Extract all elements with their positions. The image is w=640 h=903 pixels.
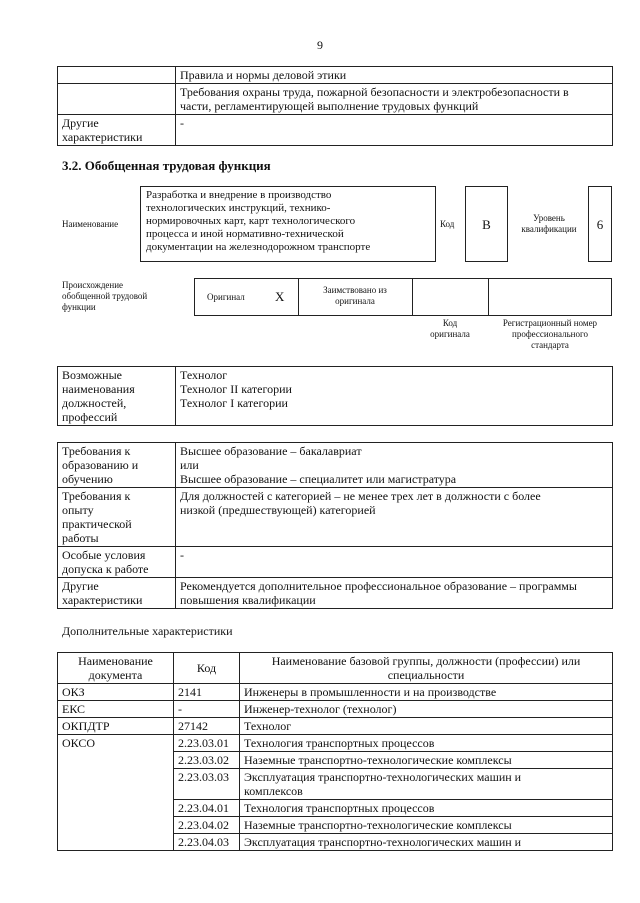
function-name-box	[140, 186, 436, 262]
value-line: Рекомендуется дополнительное профессиональное образование – программы	[180, 579, 577, 593]
row-value-cell	[176, 367, 613, 426]
name-line: нормировочных карт, карт технологического	[146, 215, 356, 227]
borrowed-label-line: Заимствовано из	[323, 285, 387, 295]
name-line: технологических инструкций, технико-	[146, 202, 331, 214]
level-label	[510, 213, 588, 235]
name-cell	[240, 684, 613, 701]
name-cell	[240, 817, 613, 834]
code-cell: 2141	[174, 684, 240, 701]
header-line: документа	[88, 668, 143, 682]
table-row	[58, 84, 613, 115]
table-row	[58, 578, 613, 609]
table-row	[58, 367, 613, 426]
page-number: 9	[317, 38, 323, 52]
name-line: Эксплуатация транспортно-технологических машин и	[244, 770, 522, 784]
label-line: образованию и	[62, 458, 139, 472]
name-line: Инженеры в промышленности и на производстве	[244, 685, 497, 699]
label-line: Требования к	[62, 444, 131, 458]
label-line: характеристики	[62, 593, 143, 607]
origin-label-line: Происхождение	[62, 280, 124, 290]
row-label-cell	[58, 115, 176, 146]
name-cell	[240, 735, 613, 752]
table-row	[58, 443, 613, 488]
name-line: Эксплуатация транспортно-технологических машин и	[244, 835, 522, 849]
caption-line: стандарта	[531, 340, 569, 350]
name-cell	[240, 800, 613, 817]
label-line: практической	[62, 517, 132, 531]
value-line: Технолог	[180, 368, 228, 382]
divider	[412, 279, 413, 315]
header-code: Код	[174, 653, 240, 684]
name-line: Наземные транспортно-технологические комплексы	[244, 818, 512, 832]
code-cell: -	[174, 701, 240, 718]
name-cell	[240, 701, 613, 718]
table-row	[58, 684, 613, 701]
table-row	[58, 701, 613, 718]
row-label-cell	[58, 578, 176, 609]
code-cell: 2.23.04.02	[174, 817, 240, 834]
name-line: Разработка и внедрение в производство	[146, 189, 332, 201]
value-line: -	[180, 548, 184, 562]
label-line: Другие	[62, 116, 99, 130]
name-label: Наименование	[62, 219, 119, 229]
value-line: низкой (предшествующей) категорией	[180, 503, 376, 517]
code-cell: 2.23.04.03	[174, 834, 240, 851]
level-label-line: Уровень	[533, 213, 565, 223]
section-heading: 3.2. Обобщенная трудовая функция	[62, 158, 271, 173]
row-label-cell	[58, 67, 176, 84]
name-line: процесса и иной нормативно-технической	[146, 228, 344, 240]
label-line: должностей,	[62, 396, 127, 410]
name-line: документации на железнодорожном транспорте	[146, 241, 371, 253]
value-line: повышения квалификации	[180, 593, 316, 607]
additional-heading: Дополнительные характеристики	[62, 624, 233, 638]
value-line: Правила и нормы деловой этики	[180, 68, 347, 82]
row-value-cell	[176, 547, 613, 578]
doc-cell: ОКСО	[58, 735, 174, 851]
value-line: или	[180, 458, 199, 472]
label-line: профессий	[62, 410, 118, 424]
original-mark: X	[275, 289, 285, 304]
doc-cell: ЕКС	[58, 701, 174, 718]
label-line: Другие	[62, 579, 99, 593]
doc-cell: ОКПДТР	[58, 718, 174, 735]
row-label-cell	[58, 84, 176, 115]
row-value-cell	[176, 488, 613, 547]
row-value-cell	[176, 443, 613, 488]
value-line: Для должностей с категорией – не менее трех лет в должности с более	[180, 489, 541, 503]
code-cell: 2.23.04.01	[174, 800, 240, 817]
header-name	[240, 653, 613, 684]
name-line: комплексов	[244, 784, 303, 798]
label-line: обучению	[62, 472, 113, 486]
value-line: Высшее образование – бакалавриат	[180, 444, 362, 458]
borrowed-label	[299, 285, 411, 307]
row-value-cell	[176, 578, 613, 609]
table-row	[58, 735, 613, 752]
table-row	[58, 547, 613, 578]
row-label-cell	[58, 367, 176, 426]
code-cell: 27142	[174, 718, 240, 735]
row-value-cell	[176, 84, 613, 115]
caption-line: оригинала	[430, 329, 470, 339]
name-line: Технология транспортных процессов	[244, 801, 435, 815]
name-line: Инженер-технолог (технолог)	[244, 702, 397, 716]
name-line: Технология транспортных процессов	[244, 736, 435, 750]
origin-box	[194, 278, 612, 316]
value-line: Требования охраны труда, пожарной безопасности и электробезопасности в	[180, 85, 569, 99]
level-value-box: 6	[588, 186, 612, 262]
table-row	[58, 67, 613, 84]
row-label-cell	[58, 443, 176, 488]
row-value-cell	[176, 67, 613, 84]
label-line: наименования	[62, 382, 135, 396]
table-row	[58, 115, 613, 146]
origin-label	[62, 280, 147, 313]
code-cell: 2.23.03.01	[174, 735, 240, 752]
origin-label-line: функции	[62, 302, 96, 312]
additional-table	[57, 652, 613, 851]
header-line: Наименование	[78, 654, 153, 668]
value-line: части, регламентирующей выполнение трудовых функций	[180, 99, 479, 113]
value-line: -	[180, 116, 184, 130]
value-line: Технолог II категории	[180, 382, 292, 396]
name-cell	[240, 834, 613, 851]
label-line: характеристики	[62, 130, 143, 144]
code-cell: 2.23.03.02	[174, 752, 240, 769]
row-value-cell	[176, 115, 613, 146]
label-line: опыту	[62, 503, 94, 517]
code-value-box: B	[465, 186, 508, 262]
name-line: Технолог	[244, 719, 292, 733]
registration-number-caption	[488, 318, 612, 351]
borrowed-label-line: оригинала	[335, 296, 375, 306]
code-original-caption	[412, 318, 488, 340]
label-line: работы	[62, 531, 99, 545]
caption-line: профессионального	[512, 329, 588, 339]
caption-line: Код	[442, 318, 458, 328]
header-doc	[58, 653, 174, 684]
name-cell	[240, 718, 613, 735]
doc-cell: ОКЗ	[58, 684, 174, 701]
divider	[488, 279, 489, 315]
code-label: Код	[440, 219, 455, 229]
label-line: Требования к	[62, 489, 131, 503]
original-label: Оригинал	[207, 292, 245, 302]
origin-label-line: обобщенной трудовой	[62, 291, 148, 301]
level-label-line: квалификации	[521, 224, 577, 234]
label-line: Особые условия	[62, 548, 146, 562]
header-line: специальности	[387, 668, 465, 682]
caption-line: Регистрационный номер	[502, 318, 598, 328]
row-label-cell	[58, 488, 176, 547]
positions-table	[57, 366, 613, 426]
table-row	[58, 718, 613, 735]
label-line: допуска к работе	[62, 562, 149, 576]
code-cell: 2.23.03.03	[174, 769, 240, 800]
label-line: Возможные	[62, 368, 122, 382]
header-row	[58, 653, 613, 684]
header-line: Наименование базовой группы, должности (профессии) или	[271, 654, 581, 668]
table-row	[58, 488, 613, 547]
requirements-table	[57, 442, 613, 609]
row-label-cell	[58, 547, 176, 578]
top-continuation-table	[57, 66, 613, 146]
value-line: Высшее образование – специалитет или магистратура	[180, 472, 457, 486]
name-line: Наземные транспортно-технологические комплексы	[244, 753, 512, 767]
name-cell	[240, 752, 613, 769]
name-cell	[240, 769, 613, 800]
value-line: Технолог I категории	[180, 396, 288, 410]
